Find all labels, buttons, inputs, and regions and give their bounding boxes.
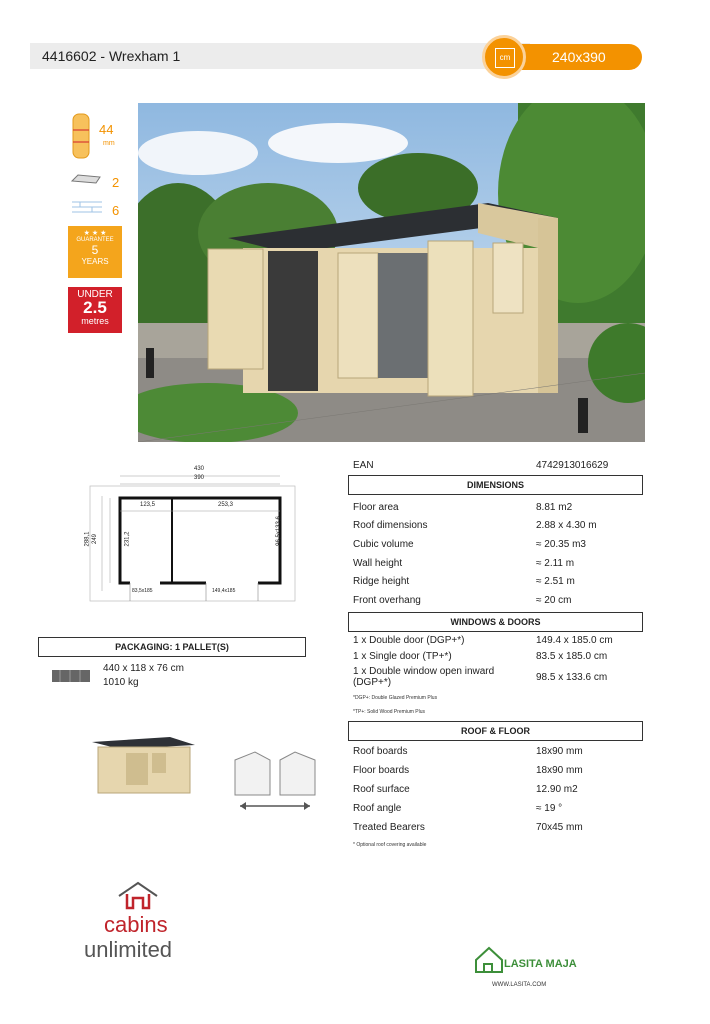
size-badge <box>482 35 644 79</box>
unlimited-logo-text: unlimited <box>84 937 173 962</box>
size-value: 240x390 <box>552 49 606 65</box>
title-bar <box>30 43 530 69</box>
footnote: *TP+: Solid Wood Premium Plus <box>353 709 426 715</box>
window-icon <box>70 172 102 190</box>
cm-icon: cm <box>482 35 526 79</box>
product-title: 4416602 - Wrexham 1 <box>42 48 181 64</box>
wall-thickness: 44 <box>99 122 114 137</box>
cabin-thumbnail <box>90 727 200 802</box>
windows-count: 2 <box>112 175 120 190</box>
footnote: *DGP+: Double Glazed Premium Plus <box>353 695 438 701</box>
height-badge: UNDER 2.5 metres <box>68 287 122 333</box>
spec-row: 1 x Double window open inward (DGP+*) 98.5 x 133.6 cm <box>353 666 608 688</box>
pallet-icon <box>50 666 92 691</box>
lasita-house-icon <box>474 944 504 979</box>
mirror-version-icon <box>230 750 320 815</box>
cabin-photo <box>138 103 645 442</box>
lasita-url[interactable]: WWW.LASITA.COM <box>492 982 547 988</box>
wall-unit: mm <box>103 140 115 147</box>
windows-doors-header: WINDOWS & DOORS <box>348 612 643 632</box>
log-thickness-icon <box>70 112 92 160</box>
footnote: * Optional roof covering available <box>353 842 427 848</box>
guarantee-badge: ★ ★ ★ GUARANTEE 5 YEARS <box>68 226 122 278</box>
lasita-logo-text: LASITA MAJA <box>504 958 577 970</box>
floor-boards-icon <box>70 198 104 221</box>
packaging-header: PACKAGING: 1 PALLET(S) <box>38 637 306 657</box>
floor-plan: 430 390 123,5 253,3 288,1 249 231,2 96,5x133,6 83,5x185 149,4x185 <box>88 466 298 606</box>
cabins-logo-text: cabins <box>104 912 168 937</box>
packaging-weight: 1010 kg <box>103 677 139 688</box>
packaging-dimensions: 440 x 118 x 76 cm <box>103 663 184 674</box>
boards-count: 6 <box>112 203 120 218</box>
dimensions-header: DIMENSIONS <box>348 475 643 495</box>
roof-floor-header: ROOF & FLOOR <box>348 721 643 741</box>
